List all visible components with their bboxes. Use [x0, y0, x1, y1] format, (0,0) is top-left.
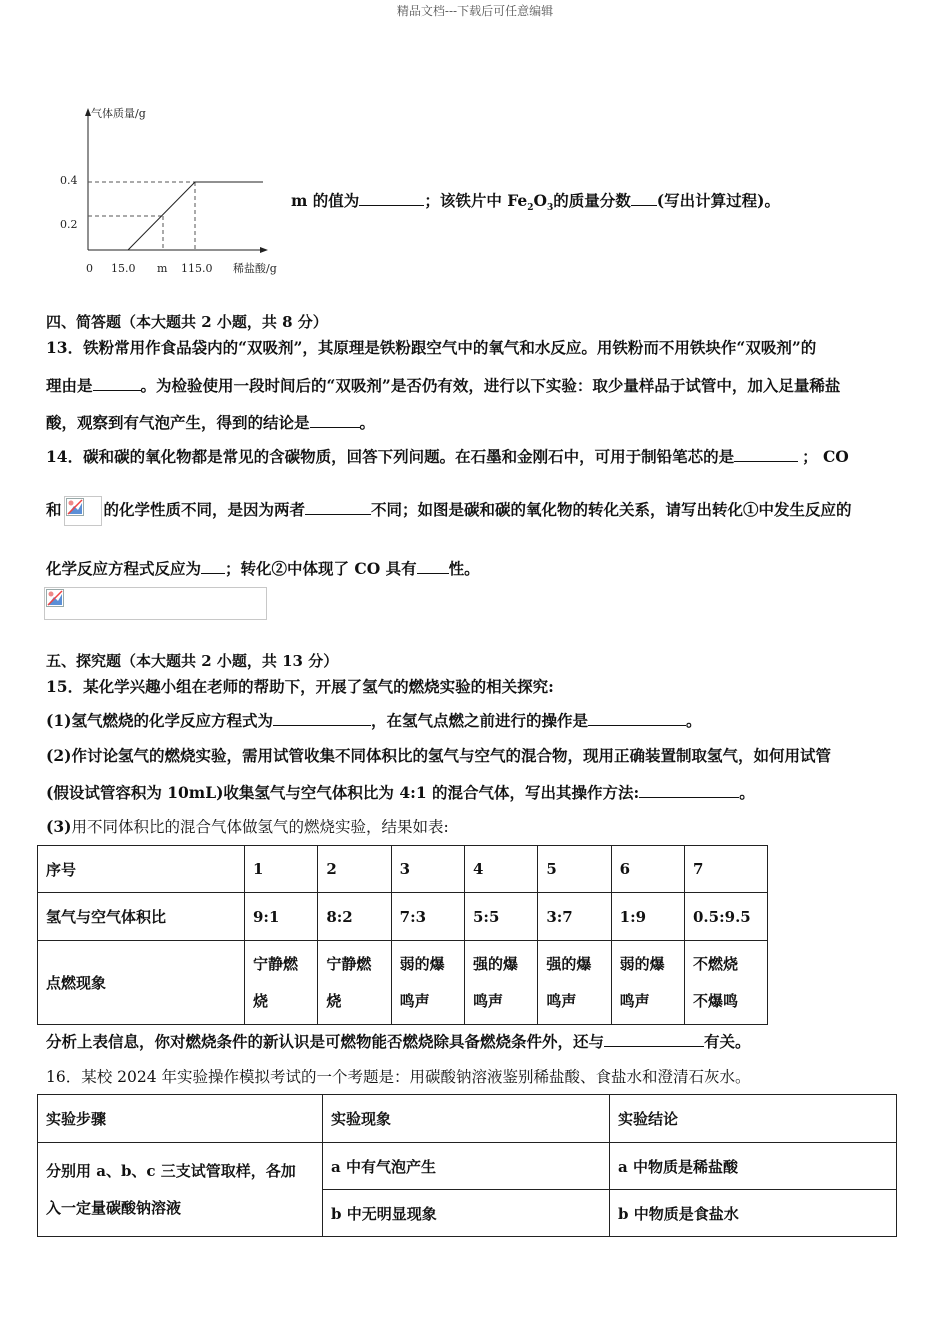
blank-related[interactable] [604, 1032, 704, 1047]
q15-line1: 15．某化学兴趣小组在老师的帮助下，开展了氢气的燃烧实验的相关探究: [46, 677, 554, 696]
experiment-table [37, 1094, 897, 1237]
table-cell: a 中有气泡产生 [323, 1143, 610, 1190]
x-tick-115: 115.0 [181, 262, 213, 275]
table-cell: a 中物质是稀盐酸 [610, 1143, 897, 1190]
y-tick-0.2: 0.2 [60, 218, 78, 231]
blank-method[interactable] [639, 783, 739, 798]
header-cell: 实验步骤 [38, 1095, 323, 1143]
table-cell: 7:3 [391, 893, 464, 941]
q14-line1: 14．碳和碳的氧化物都是常见的含碳物质，回答下列问题。在石墨和金刚石中，可用于制铅笔芯的是 ； CO [46, 447, 849, 466]
table-cell: 宁静燃 烧 [245, 941, 318, 1025]
blank-property[interactable] [417, 559, 449, 574]
table-row [38, 941, 768, 1025]
y-tick-0.4: 0.4 [60, 174, 78, 187]
x-axis-arrow [260, 247, 268, 253]
table-cell: 不燃烧 不爆鸣 [685, 941, 768, 1025]
blank-conclusion[interactable] [310, 413, 360, 428]
row-label: 点燃现象 [38, 941, 245, 1025]
broken-image-icon [64, 496, 102, 526]
x-axis-label: 稀盐酸/g [233, 262, 277, 275]
y-axis-label: 气体质量/g [91, 107, 146, 120]
q15-line2: (1)氢气燃烧的化学反应方程式为 ，在氢气点燃之前进行的操作是 。 [46, 711, 702, 730]
table-row [38, 893, 768, 941]
hydrogen-table [37, 845, 768, 1025]
blank-h2-equation[interactable] [273, 711, 371, 726]
table-cell: 6 [611, 846, 684, 893]
blank-m[interactable] [359, 191, 424, 206]
table-cell: 3:7 [538, 893, 611, 941]
table-cell: 4 [464, 846, 537, 893]
broken-image-icon [46, 589, 64, 607]
header-cell: 实验结论 [610, 1095, 897, 1143]
blank-operation[interactable] [588, 711, 686, 726]
blank-pencil[interactable] [734, 447, 798, 462]
row-label: 氢气与空气体积比 [38, 893, 245, 941]
blank-reason[interactable] [93, 376, 141, 391]
q14-line2: 和 的化学性质不同，是因为两者 不同；如图是碳和碳的氧化物的转化关系，请写出转化①中发生反应的 [46, 496, 852, 526]
table-cell: 5 [538, 846, 611, 893]
section-5-title: 五、探究题（本大题共 2 小题，共 13 分） [46, 652, 339, 670]
q15-after-table: 分析上表信息，你对燃烧条件的新认识是可燃物能否燃烧除具备燃烧条件外，还与 有关。 [46, 1032, 751, 1051]
broken-image-diagram [44, 587, 267, 620]
q15-line5: (3)用不同体积比的混合气体做氢气的燃烧实验，结果如表: [46, 817, 449, 836]
table-cell: 弱的爆 鸣声 [611, 941, 684, 1025]
step-cell: 分别用 a、b、c 三支试管取样，各加 入一定量碳酸钠溶液 [38, 1143, 323, 1237]
section-4-title: 四、简答题（本大题共 2 小题，共 8 分） [46, 313, 328, 331]
gas-mass-chart [55, 100, 295, 285]
table-cell: 强的爆 鸣声 [464, 941, 537, 1025]
blank-difference[interactable] [305, 500, 371, 515]
row-label: 序号 [38, 846, 245, 893]
x-tick-15: 15.0 [111, 262, 136, 275]
x-tick-0: 0 [86, 262, 93, 275]
q15-line3: (2)作讨论氢气的燃烧实验，需用试管收集不同体积比的氢气与空气的混合物，现用正确装置制取氢气，如何用试管 [46, 746, 831, 765]
q13-line2: 理由是 。为检验使用一段时间后的“双吸剂”是否仍有效，进行以下实验：取少量样品于试管中，加入足量稀盐 [46, 376, 841, 395]
table-cell: 1 [245, 846, 318, 893]
table-cell: 0.5:9.5 [685, 893, 768, 941]
table-cell: 9:1 [245, 893, 318, 941]
x-tick-m: m [157, 262, 168, 275]
q14-line3: 化学反应方程式反应为 ；转化②中体现了 CO 具有 性。 [46, 559, 480, 578]
table-cell: 弱的爆 鸣声 [391, 941, 464, 1025]
table-cell: 8:2 [318, 893, 391, 941]
q15-line4: (假设试管容积为 10mL)收集氢气与空气体积比为 4:1 的混合气体，写出其操作方法: 。 [46, 783, 755, 802]
table-cell: 5:5 [464, 893, 537, 941]
table-row [38, 846, 768, 893]
table-row [38, 1095, 897, 1143]
q16-line1: 16．某校 2024 年实验操作模拟考试的一个考题是：用碳酸钠溶液鉴别稀盐酸、食盐水和澄清石灰水。 [46, 1068, 751, 1086]
header-cell: 实验现象 [323, 1095, 610, 1143]
q13-line3: 酸，观察到有气泡产生，得到的结论是 。 [46, 413, 376, 432]
q12-tail: m 的值为 ；该铁片中 $Fe_2O_3$的质量分数 (写出计算过程)。 [291, 191, 780, 214]
table-cell: b 中物质是食盐水 [610, 1190, 897, 1237]
table-cell: 强的爆 鸣声 [538, 941, 611, 1025]
table-cell: 宁静燃 烧 [318, 941, 391, 1025]
q13-line1: 13．铁粉常用作食品袋内的“双吸剂”，其原理是铁粉跟空气中的氧气和水反应。用铁粉而不用铁块作“双吸剂”的 [46, 338, 817, 357]
table-row [38, 1143, 897, 1190]
blank-equation[interactable] [201, 559, 225, 574]
blank-fe2o3[interactable] [631, 191, 657, 206]
table-cell: 7 [685, 846, 768, 893]
table-cell: b 中无明显现象 [323, 1190, 610, 1237]
table-cell: 2 [318, 846, 391, 893]
page-header: 精品文档---下载后可任意编辑 [396, 4, 554, 18]
table-cell: 3 [391, 846, 464, 893]
table-cell: 1:9 [611, 893, 684, 941]
